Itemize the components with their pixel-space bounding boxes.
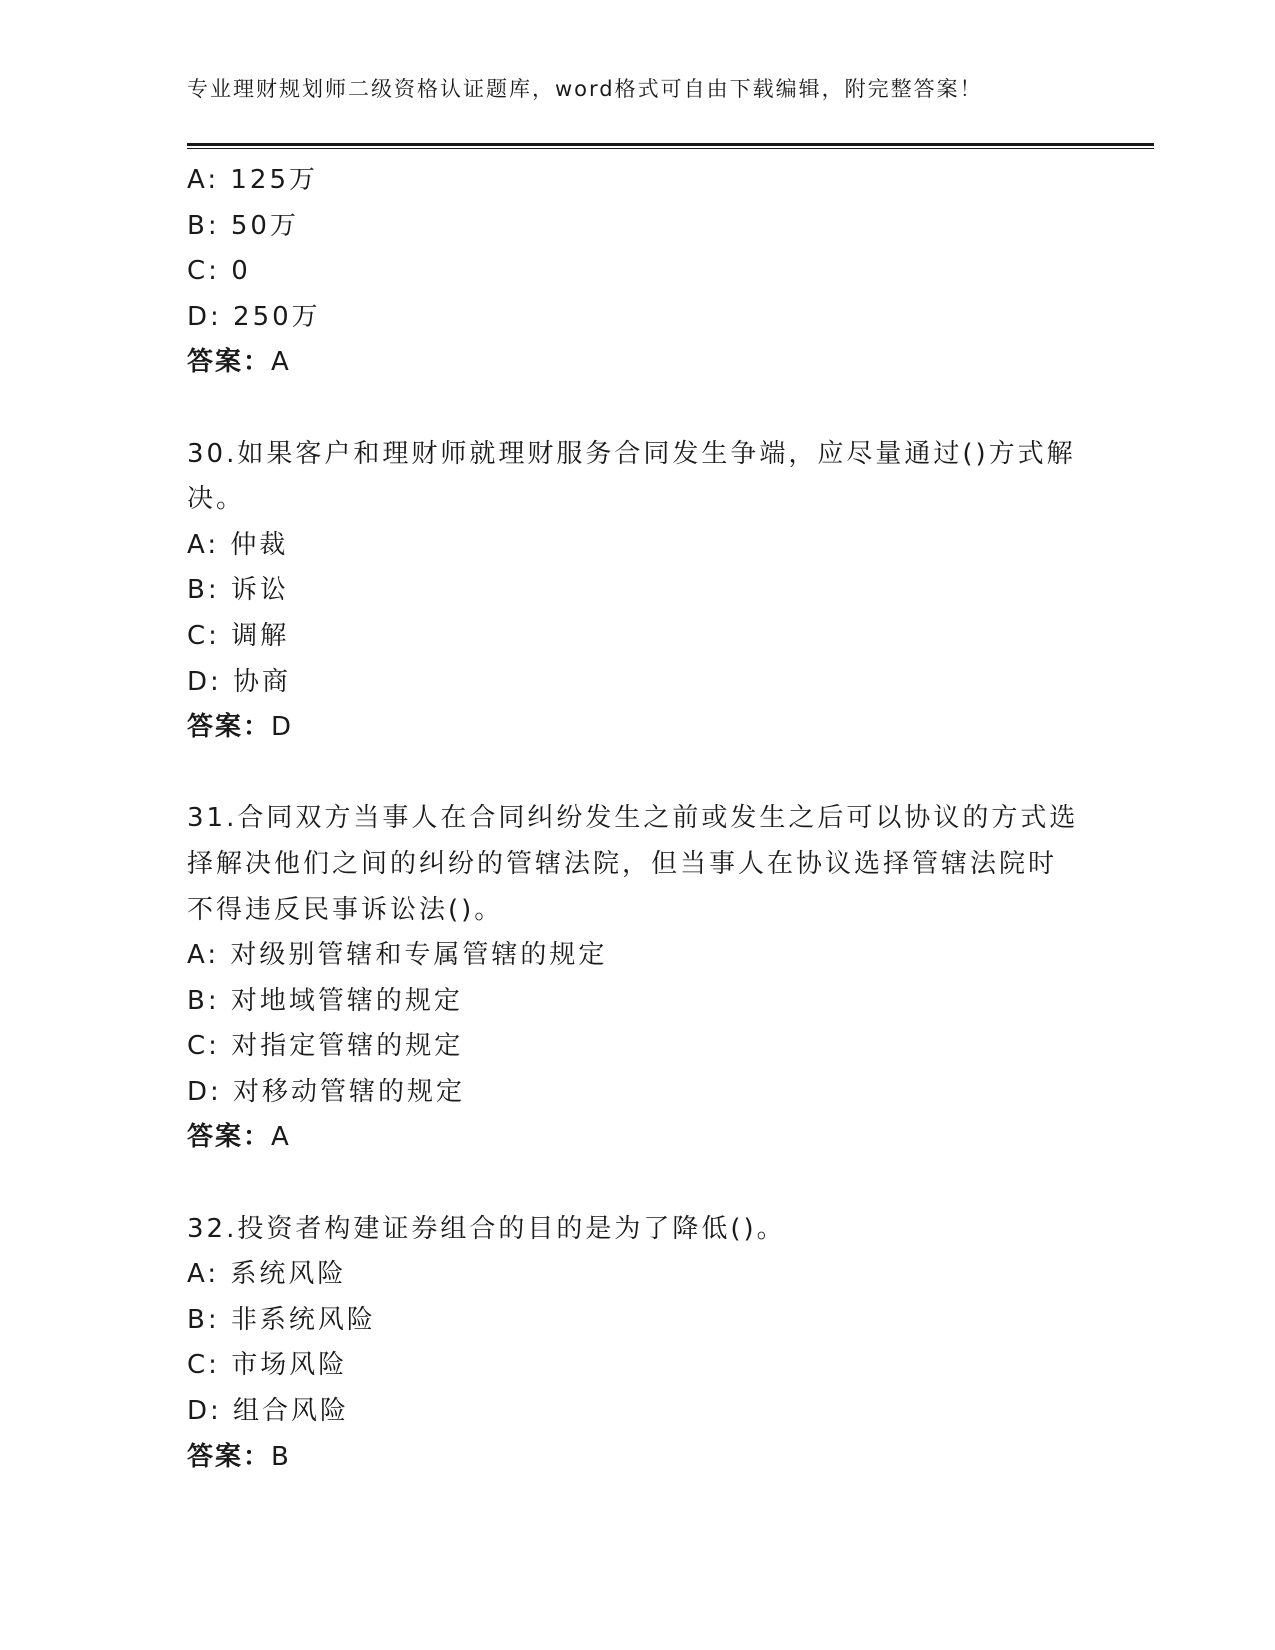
option-c bbox=[187, 1024, 1087, 1070]
option-letter: A: bbox=[187, 165, 220, 195]
option-text: 仲裁 bbox=[230, 529, 289, 560]
option-letter: C: bbox=[187, 256, 220, 287]
answer-label: 答案： bbox=[187, 1441, 272, 1472]
option-text: 250万 bbox=[233, 301, 321, 332]
option-letter: A: bbox=[187, 940, 220, 971]
option-text: 对级别管辖和专属管辖的规定 bbox=[230, 940, 608, 971]
prev-question-options bbox=[187, 158, 1087, 386]
question-text-line: 不得违反民事诉讼法()。 bbox=[187, 894, 504, 925]
answer-line bbox=[187, 340, 1087, 386]
option-text: 0 bbox=[231, 256, 251, 287]
option-letter: B: bbox=[187, 575, 220, 606]
question-30 bbox=[187, 432, 1087, 751]
option-letter: A: bbox=[187, 529, 220, 560]
option-text: 非系统风险 bbox=[230, 1304, 376, 1335]
option-text: 50万 bbox=[230, 210, 299, 241]
page-header: 专业理财规划师二级资格认证题库，word格式可自由下载编辑，附完整答案！ bbox=[187, 77, 983, 101]
answer-label: 答案： bbox=[187, 712, 272, 743]
option-letter: D: bbox=[187, 1396, 222, 1427]
option-letter: D: bbox=[187, 301, 222, 332]
question-32 bbox=[187, 1207, 1087, 1481]
option-c bbox=[187, 249, 1087, 295]
option-b bbox=[187, 568, 1087, 614]
option-text: 市场风险 bbox=[231, 1350, 348, 1381]
answer-value: D bbox=[271, 712, 295, 743]
option-text: 诉讼 bbox=[230, 575, 289, 606]
answer-value: B bbox=[271, 1441, 292, 1472]
option-letter: A: bbox=[187, 1259, 220, 1290]
option-text: 对移动管辖的规定 bbox=[233, 1076, 466, 1107]
option-a bbox=[187, 1252, 1087, 1298]
option-letter: D: bbox=[187, 1076, 222, 1107]
question-text-line: 31.合同双方当事人在合同纠纷发生之前或发生之后可以协议的方式选 bbox=[187, 803, 1079, 834]
option-text: 125万 bbox=[230, 165, 318, 195]
question-text-line: 30.如果客户和理财师就理财服务合同发生争端，应尽量通过()方式解 bbox=[187, 438, 1076, 469]
option-d bbox=[187, 1070, 1087, 1116]
option-c bbox=[187, 1343, 1087, 1389]
option-text: 对地域管辖的规定 bbox=[230, 985, 463, 1016]
question-list bbox=[187, 158, 1087, 1480]
question-31 bbox=[187, 796, 1087, 1161]
option-text: 组合风险 bbox=[233, 1396, 350, 1427]
option-letter: B: bbox=[187, 210, 220, 241]
option-d bbox=[187, 1389, 1087, 1435]
option-d bbox=[187, 295, 1087, 341]
answer-value: A bbox=[271, 1122, 292, 1153]
answer-value: A bbox=[271, 347, 292, 378]
option-text: 调解 bbox=[231, 620, 290, 651]
question-text-line: 择解决他们之间的纠纷的管辖法院，但当事人在协议选择管辖法院时 bbox=[187, 848, 1058, 879]
option-letter: B: bbox=[187, 985, 220, 1016]
option-letter: C: bbox=[187, 1350, 220, 1381]
option-letter: C: bbox=[187, 620, 220, 651]
option-a bbox=[187, 523, 1087, 569]
option-text: 系统风险 bbox=[230, 1259, 347, 1290]
option-letter: B: bbox=[187, 1304, 220, 1335]
option-text: 协商 bbox=[233, 666, 292, 697]
option-c bbox=[187, 614, 1087, 660]
answer-label: 答案： bbox=[187, 1122, 272, 1153]
question-text-line: 32.投资者构建证券组合的目的是为了降低()。 bbox=[187, 1213, 786, 1244]
option-text: 对指定管辖的规定 bbox=[231, 1031, 464, 1062]
option-a bbox=[187, 933, 1087, 979]
answer-label: 答案： bbox=[187, 347, 272, 378]
option-a bbox=[187, 158, 1087, 204]
option-b bbox=[187, 1298, 1087, 1344]
option-b bbox=[187, 204, 1087, 250]
option-letter: C: bbox=[187, 1031, 220, 1062]
answer-line bbox=[187, 705, 1087, 751]
answer-line bbox=[187, 1435, 1087, 1481]
header-divider bbox=[187, 143, 1154, 149]
question-text-line: 决。 bbox=[187, 484, 246, 515]
option-letter: D: bbox=[187, 666, 222, 697]
option-d bbox=[187, 660, 1087, 706]
answer-line bbox=[187, 1115, 1087, 1161]
option-b bbox=[187, 979, 1087, 1025]
